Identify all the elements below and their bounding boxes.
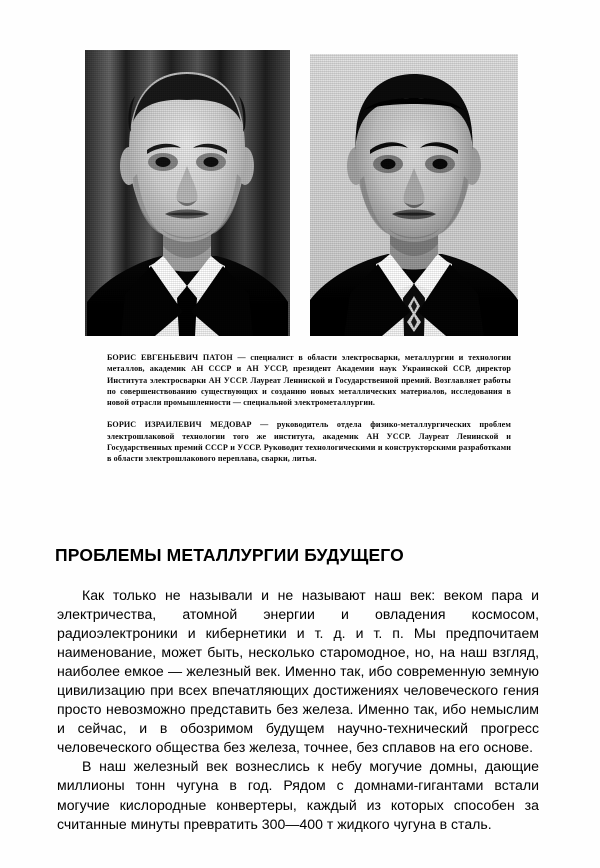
caption-paton [107, 352, 511, 408]
portrait-paton-image [85, 50, 290, 336]
portrait-medovar [310, 54, 518, 336]
article-paragraph-1: Как только не называли и не называют наш век: веком пара и электричества, атомной энергии и овладения космосом, радиоэлектроники и кибернетики и т. д. и т. п. Мы предпочитаем наименование, может быть, несколько старомодное, но, на наш взгляд, наиболее емкое — железный век. Именно так, ибо современную земную цивилизацию при всех впечатляющих достижениях человеческого гения просто невозможно представить без железа. Именно так, ибо немыслим и сейчас, и в обозримом будущем научно-технический прогресс человеческого общества без железа, точнее, без сплавов на его основе. [57, 587, 539, 756]
caption-medovar-name: БОРИС ИЗРАИЛЕВИЧ МЕДОВАР [107, 420, 252, 430]
portrait-medovar-image [310, 54, 518, 336]
article-heading: ПРОБЛЕМЫ МЕТАЛЛУРГИИ БУДУЩЕГО [55, 545, 404, 565]
portrait-paton [85, 50, 290, 336]
caption-medovar [107, 419, 511, 464]
caption-medovar-text: — руководитель отдела физико-металлургических проблем электрошлаковой технологии того же института, академик АН УССР. Лауреат Ленинской и Государственных премий СССР и УССР. Руководит технологическими и конструкторскими разработками в области электрошлакового переплава, сварки, литья. [107, 420, 511, 464]
caption-paton-name: БОРИС ЕВГЕНЬЕВИЧ ПАТОН [107, 353, 233, 362]
article-paragraph-2: В наш железный век вознеслись к небу могучие домны, дающие миллионы тонн чугуна в год. Рядом с домнами-гигантами встали могучие кислородные конвертеры, каждый из которых способен за считанные минуты превратить 300—400 т жидкого чугуна в сталь. [57, 758, 539, 832]
portrait-photo-row [85, 50, 518, 338]
photo-captions [107, 352, 511, 465]
caption-paton-text: — специалист в области электросварки, металлургии и технологии металлов, академик АН СССР и АН УССР, президент Академии наук Украинской ССР, директор Института электросварки АН УССР. Лауреат Ленинской и Государственной премий. Возглавляет работы по совершенствованию существующих и созданию новых металлических материалов, исследования в новой отрасли промышленности — специальной электрометаллургии. [107, 353, 511, 408]
article-body [57, 586, 539, 834]
